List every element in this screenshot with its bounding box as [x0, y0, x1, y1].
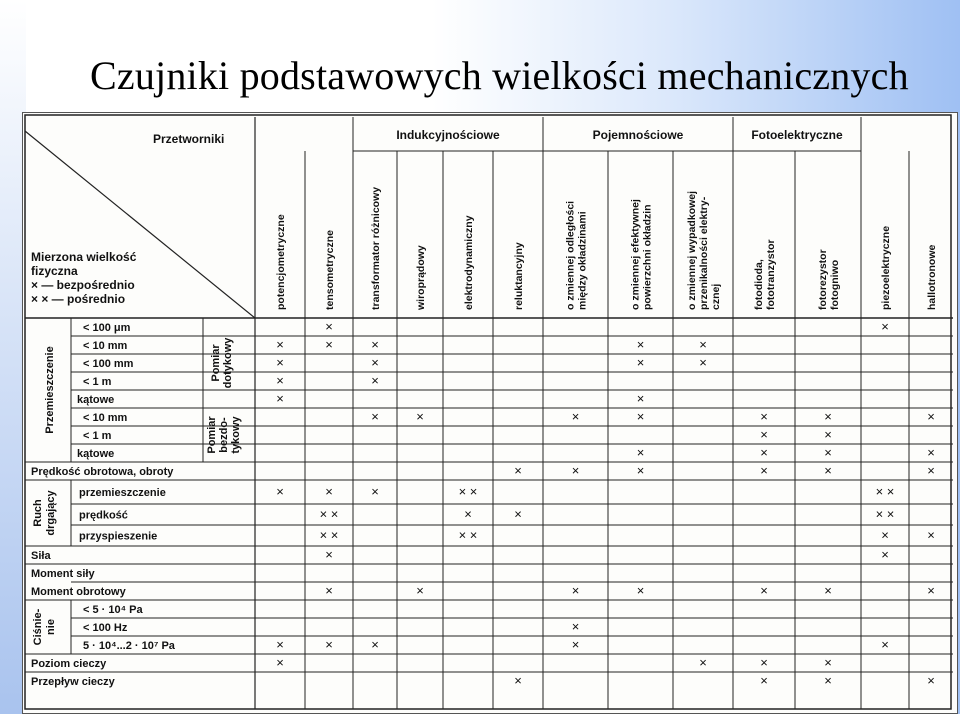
cell-mark: × — [276, 355, 284, 370]
cell-mark: × — [927, 583, 935, 598]
side-label-cisnienie: Ciśnie- — [32, 608, 44, 646]
cell-mark: × — [514, 506, 522, 522]
side-label-ruch-drgajacy: drgający — [45, 490, 57, 536]
row-label: < 100 Hz — [83, 622, 128, 634]
row-label: 5 · 10⁴...2 · 10⁷ Pa — [83, 640, 175, 652]
side-label-cisnienie: nie — [45, 619, 57, 635]
cell-mark: × — [371, 409, 379, 424]
cell-mark: × — [760, 445, 768, 460]
cell-mark: × — [325, 319, 333, 334]
row-label: < 100 mm — [83, 358, 134, 370]
cell-mark: × — [416, 409, 424, 424]
column-header-label: piezoelektryczne — [880, 225, 892, 310]
cell-mark: × — [927, 463, 935, 478]
cell-mark: × — [571, 409, 580, 424]
cell-mark: × — [325, 583, 333, 598]
column-header-label: powierzchni okładzin — [641, 204, 654, 310]
cell-mark: × — [276, 373, 284, 388]
cell-mark: × — [571, 619, 580, 634]
side-label-pomiar-dotykowy: Pomiar — [210, 344, 222, 382]
cell-mark: × — [636, 337, 645, 352]
row-label: przemieszczenie — [79, 487, 166, 499]
column-header-label: o zmiennej wypadkowej — [686, 190, 698, 310]
cell-mark: × × — [319, 506, 339, 522]
cell-mark: × — [371, 355, 379, 370]
cell-mark: × — [881, 547, 889, 562]
cell-mark: × — [371, 373, 379, 388]
column-header-label: fotorezystor — [817, 249, 829, 310]
cell-mark: × — [571, 637, 580, 652]
row-label: przyspieszenie — [79, 530, 158, 543]
cell-mark: × — [824, 673, 832, 688]
cell-mark: × — [881, 527, 889, 543]
row-label: < 10 mm — [83, 412, 128, 424]
row-label: Poziom cieczy — [31, 658, 107, 670]
corner-bottom-label: fizyczna — [31, 264, 78, 278]
column-header-label: reluktancyjny — [513, 242, 525, 310]
cell-mark: × — [760, 409, 768, 424]
cell-mark: × — [276, 391, 284, 406]
side-label-pomiar-dotykowy: dotykowy — [222, 337, 234, 389]
cell-mark: × — [927, 409, 935, 424]
column-header-label: elektrodynamiczny — [463, 215, 475, 310]
cell-mark: × — [881, 319, 889, 334]
corner-bottom-label: × × — pośrednio — [31, 292, 126, 306]
corner-bottom-label: Mierzona wielkość — [31, 250, 137, 264]
row-label: < 1 m — [83, 376, 112, 388]
cell-mark: × — [824, 427, 832, 442]
cell-mark: × — [760, 673, 768, 688]
column-header-label: przenikalności elektry- — [698, 196, 710, 310]
side-label-pomiar-bezdotykowy: Pomiar — [206, 416, 218, 454]
group-header: Indukcyjnościowe — [396, 128, 500, 142]
sensor-table-scan — [22, 112, 958, 714]
side-label-przemieszczenie: Przemieszczenie — [44, 346, 56, 434]
row-label: Prędkość obrotowa, obroty — [31, 466, 174, 478]
row-label: prędkość — [79, 509, 128, 522]
cell-mark: × — [371, 337, 379, 352]
cell-mark: × — [760, 463, 768, 478]
cell-mark: × — [927, 527, 935, 543]
cell-mark: × — [325, 337, 333, 352]
row-label: Moment siły — [31, 568, 95, 580]
cell-mark: × — [760, 583, 768, 598]
cell-mark: × — [760, 655, 768, 670]
cell-mark: × — [514, 673, 522, 688]
cell-mark: × — [571, 463, 580, 478]
row-label: kątowe — [77, 394, 115, 406]
side-label-pomiar-bezdotykowy: tykowy — [230, 416, 242, 454]
cell-mark: × — [325, 484, 333, 499]
cell-mark: × — [636, 583, 645, 598]
column-header-label: fototranzystor — [765, 239, 777, 310]
column-header-label: fotogniwo — [829, 259, 841, 310]
cell-mark: × × — [458, 527, 478, 543]
cell-mark: × — [636, 463, 645, 478]
column-header-label: hallotronowe — [926, 244, 938, 310]
page-title: Czujniki podstawowych wielkości mechanicznych — [90, 53, 909, 98]
cell-mark: × × — [319, 527, 339, 543]
cell-mark: × × — [875, 484, 895, 499]
row-label: kątowe — [77, 448, 115, 460]
side-label-pomiar-bezdotykowy: bezdo- — [218, 417, 230, 453]
row-label: < 1 m — [83, 430, 112, 442]
cell-mark: × — [927, 445, 935, 460]
cell-mark: × — [571, 583, 580, 598]
column-header-label: potencjometryczne — [275, 214, 287, 310]
row-label: < 100 μm — [83, 322, 131, 334]
cell-mark: × — [636, 409, 645, 424]
cell-mark: × — [824, 445, 832, 460]
row-label: Przepływ cieczy — [31, 676, 115, 688]
row-label: Moment obrotowy — [31, 586, 126, 598]
cell-mark: × — [760, 427, 768, 442]
column-header-label: wiroprądowy — [415, 245, 427, 310]
cell-mark: × × — [875, 506, 895, 522]
cell-mark: × — [927, 673, 935, 688]
cell-mark: × × — [458, 484, 478, 499]
cell-mark: × — [371, 484, 379, 499]
side-label-ruch-drgajacy: Ruch — [32, 499, 44, 527]
column-header-label: o zmiennej efektywnej — [629, 199, 642, 310]
row-label: < 10 mm — [83, 340, 128, 352]
cell-mark: × — [276, 484, 284, 499]
cell-mark: × — [699, 337, 707, 352]
group-header: Fotoelektryczne — [751, 128, 843, 142]
group-header: Pojemnościowe — [592, 128, 684, 142]
table-border — [25, 115, 951, 709]
cell-mark: × — [464, 506, 472, 522]
cell-mark: × — [881, 637, 889, 652]
cell-mark: × — [824, 409, 832, 424]
cell-mark: × — [325, 547, 333, 562]
cell-mark: × — [636, 355, 645, 370]
cell-mark: × — [636, 391, 645, 406]
cell-mark: × — [276, 637, 284, 652]
corner-bottom-label: × — bezpośrednio — [31, 278, 135, 292]
column-header-label: tensometryczne — [324, 230, 336, 310]
corner-top-label: Przetworniki — [153, 132, 225, 146]
cell-mark: × — [371, 637, 379, 652]
row-label: < 5 · 10⁴ Pa — [83, 604, 143, 616]
column-header-label: cznej — [710, 283, 722, 310]
cell-mark: × — [699, 655, 707, 670]
cell-mark: × — [824, 583, 832, 598]
cell-mark: × — [824, 655, 832, 670]
sensor-table — [23, 113, 957, 713]
cell-mark: × — [325, 637, 333, 652]
column-header-label: o zmiennej odległości — [564, 200, 577, 310]
column-header-label: między okładzinami — [576, 211, 589, 310]
column-header-label: transformator różnicowy — [370, 186, 382, 310]
column-header-label: fotodioda, — [753, 259, 765, 310]
cell-mark: × — [636, 445, 645, 460]
cell-mark: × — [824, 463, 832, 478]
cell-mark: × — [276, 655, 284, 670]
cell-mark: × — [699, 355, 707, 370]
cell-mark: × — [416, 583, 424, 598]
row-label: Siła — [31, 550, 51, 562]
cell-mark: × — [514, 463, 522, 478]
cell-mark: × — [276, 337, 284, 352]
